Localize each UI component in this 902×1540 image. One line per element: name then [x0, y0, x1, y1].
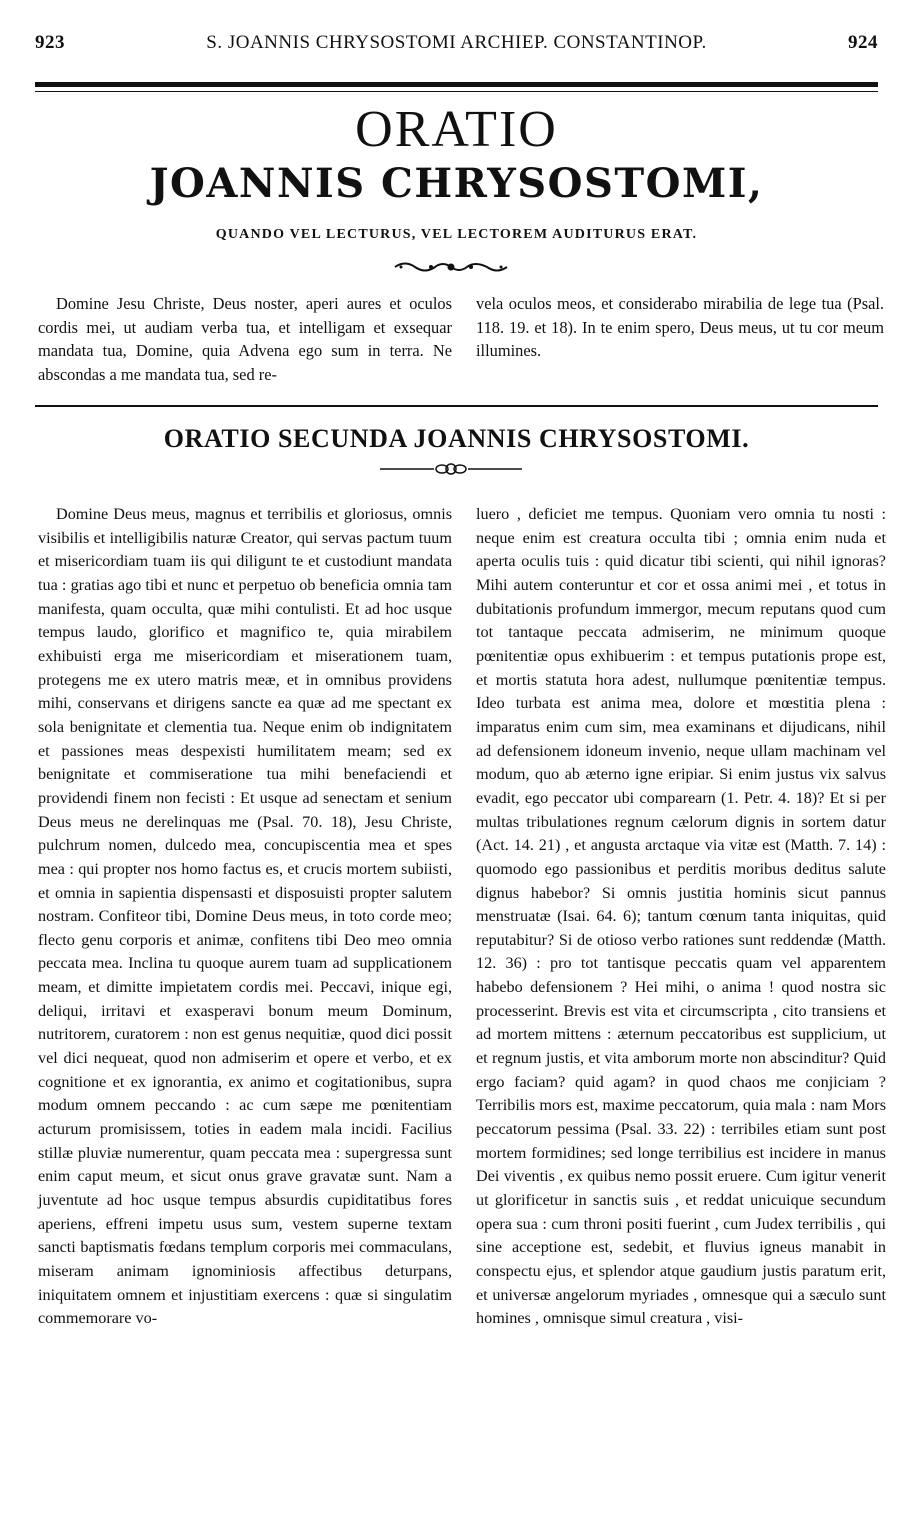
running-title: S. JOANNIS CHRYSOSTOMI ARCHIEP. CONSTANTINOP. [206, 32, 707, 53]
main-left-column [38, 503, 452, 1331]
prayer-left-column [38, 292, 452, 386]
page-number-left: 923 [35, 32, 65, 53]
ornament-small-icon [0, 462, 902, 481]
running-header [35, 28, 878, 58]
title-subtitle: QUANDO VEL LECTURUS, VEL LECTOREM AUDITURUS ERAT. [215, 227, 698, 242]
title-line-1: ORATIO [355, 101, 558, 158]
title-line-2: JOANNIS CHRYSOSTOMI, [149, 160, 764, 207]
main-right-column [476, 503, 886, 1331]
main-left-text: Domine Deus meus, magnus et terribilis et gloriosus, omnis visibilis et intelligibilis naturæ Creator, qui servas pactum tuum et misericordiam tuam iis qui diligunt te et custodiunt mandata tua : gratias ago tibi et nunc et perpetuo ob beneficia omnia tam manifesta, quam occulta, quæ mihi contulisti. Et ad hoc usque tempus laudo, glorifico et magnifico te, quia mirabilem exhibuisti erga me misericordiam et miserationem tuam, protegens me ex utero matris meæ, et in omnibus providens mihi, conservans et dirigens sancte ea quæ ad me spectant ex sola benignitate et clementia tua. Neque enim ob indignitatem et passiones meas despexisti humilitatem meam; sed ex benignitate et commiseratione tua mihi benefaciendi et providendi finem non fecisti : Et usque ad senectam et senium Deus meus ne derelinquas me (Psal. 70. 18), Jesu Christe, pulchrum nomen, dulcedo mea, concupiscentia mea et spes mea : qui propter nos homo factus es, et crucis mortem subiisti, et omnia in sapientia dispensasti et disposuisti propter salutem nostram. Confiteor tibi, Domine Deus meus, in toto corde meo; flecto genu corporis et animæ, confitens tibi Deo meo omnia peccata mea. Inclina tu quoque aurem tuam ad supplicationem meam, et dimitte impietatem cordis mei. Peccavi, inique egi, deliqui, irritavi et exasperavi bonum meum Dominum, nutritorem, curatorem : non est genus nequitiæ, quod dici possit vel dici nequeat, quod non admiserim et opere et verbo, et ex cognitione et ex ignorantia, ex animo et cogitationibus, supra modum omnem peccando : ac cum sæpe me pœnitentiam acturum promisissem, toties in eadem mala incidi. Facilius stillæ pluviæ numerentur, quam peccata mea : supergressa sunt enim caput meum, et sicut onus grave gravatæ sunt. Nam a juventute ad hoc usque tempus absurdis cupiditatibus fores aperiens, effreni impetu usus sum, vestem superne textam sancti baptismatis fœdans templum corporis mei commaculans, miseram animam ignominiosis affectibus deturpans, iniquitatem omnem et injustitiam exercens : quæ si singulatim commemorare vo- [38, 505, 452, 1328]
page-number-right: 924 [848, 32, 878, 53]
header-rule-thick [35, 82, 878, 87]
section-heading: ORATIO SECUNDA JOANNIS CHRYSOSTOMI. [163, 424, 750, 453]
prayer-right-text: vela oculos meos, et considerabo mirabilia de lege tua (Psal. 118. 19. et 18). In te enim spero, Deus meus, ut tu cor meum illumines. [476, 294, 884, 360]
header-rule-thin [35, 91, 878, 92]
ornament-vine-icon [0, 258, 902, 281]
main-right-text: luero , deficiet me tempus. Quoniam vero omnia tu nosti : neque enim est creatura occulta tibi ; omnia enim nuda et aperta oculis tuis : quid dicatur tibi scienti, qui nihil ignoras? Mihi autem conteruntur et cor et ossa animi mei , et totus in dubitationis profundum immergor, mecum reputans quod cum tot tantaque peccata admiserim, ne minimum quoque pœnitentiæ opus exhibuerim : et tempus putationis prope est, et mortis statuta hora adest, nullumque pœnitentiæ tempus. Ideo turbata est anima mea, dolore et mœstitia plena : imparatus enim cum sim, mea examinans et dijudicans, nihil ad defensionem idoneum invenio, neque ullam machinam vel modum, quo ab æterno igne eripiar. Si enim justus vix salvus evadit, ego peccator ubi comparearn (1. Petr. 4. 18)? Et si per multas tribulationes regnum cælorum dignis in sortem datur (Act. 14. 21) , et angusta arctaque via vitæ est (Matth. 7. 14) : quomodo ego passionibus et perditis moribus deditus salute dignus habebor? Si omnis justitia hominis sicut pannus menstruatæ (Isai. 64. 6); tantum cœnum tanta iniquitas, quid reputabitur? Si de otioso verbo rationes sunt reddendæ (Matth. 12. 36) : pro tot tantisque peccatis quam vel apparentem habebo defensionem ? Hei mihi, o anima ! quod nostra sic processerint. Brevis est vita et circumscripta , cito transiens et ad mortem mittens : æternum peccatoribus est supplicium, ut et regnum justis, et vita amborum morte non abscinditur? Quid ergo faciam? quid agam? in quod chaos me conjiciam ? Terribilis mors est, maxime peccatorum, quia mala : nam Mors peccatorum pessima (Psal. 33. 22) : terribiles etiam sunt post mortem formidines; sed longe terribilius est incidere in manus Dei viventis , ex quibus nemo possit eruere. Cum igitur venerit ut glorificetur in sanctis suis , et reddat unicuique secundum opera sua : cum throni positi fuerint , cum Judex terribilis , qui sine acceptione est, sedebit, et fluvius igneus manabit in conspectu ejus, et splendor atque gaudium justis paratum erit, et universæ angelorum myriades , omnesque qui a sæculo sunt homines , omnisque simul creatura , visi- [476, 505, 886, 1328]
prayer-right-column [476, 292, 884, 363]
section-separator-rule [35, 405, 878, 407]
prayer-left-text: Domine Jesu Christe, Deus noster, aperi aures et oculos cordis mei, ut audiam verba tua, et intelligam et exsequar mandata tua, Domine, quia Advena ego sum in terra. Ne abscondas a me mandata tua, sed re- [38, 294, 452, 384]
